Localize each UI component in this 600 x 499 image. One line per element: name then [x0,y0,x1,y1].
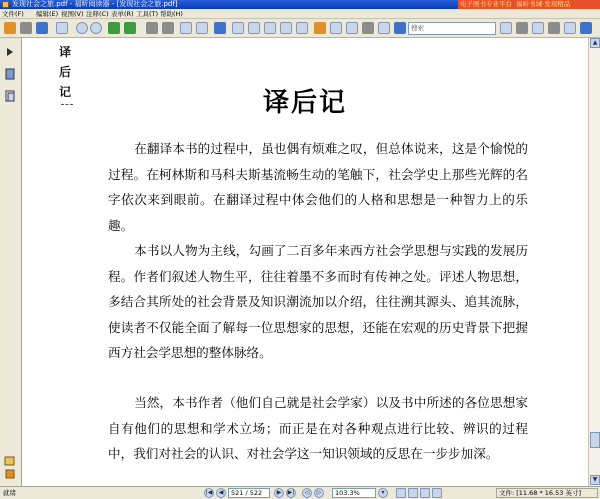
note-icon[interactable] [532,22,544,34]
rotate-icon[interactable] [280,22,292,34]
layers-panel-icon[interactable] [4,468,16,480]
search-go-icon[interactable] [500,22,512,34]
undo-icon[interactable] [180,22,192,34]
menu-bar [0,9,600,19]
app-icon [2,1,9,8]
ad-banner[interactable] [458,0,600,9]
next-page-icon[interactable] [90,22,102,34]
document-view[interactable] [22,38,588,486]
menu-file[interactable]: 文件(F) [2,10,24,18]
page-number-field[interactable]: 521 / 522 [228,488,270,498]
paragraph [108,238,528,366]
title-bar [0,0,600,9]
typewriter-icon[interactable] [564,22,576,34]
select-text-icon[interactable] [330,22,342,34]
scroll-up-icon[interactable]: ▲ [590,38,600,48]
page-heading: 译后记 [262,88,347,118]
navigation-panel [0,38,22,486]
redo-icon[interactable] [196,22,208,34]
menu-form[interactable]: 表单(R) [111,10,134,18]
print-icon[interactable] [20,22,32,34]
pages-panel-icon[interactable] [4,90,16,102]
help-icon[interactable] [580,22,592,34]
find-icon[interactable] [394,22,406,34]
fit-width-icon[interactable] [248,22,260,34]
link-icon[interactable] [548,22,560,34]
zoom-in-icon[interactable] [214,22,226,34]
actual-size-icon[interactable] [264,22,276,34]
scrollbar-thumb[interactable] [590,432,600,448]
running-head-char: 后 [58,65,71,79]
next-page-button-icon[interactable]: ▶ [274,488,284,498]
fit-page-icon[interactable] [232,22,244,34]
copy-icon[interactable] [146,22,158,34]
first-page-icon[interactable]: |◀ [205,489,213,496]
running-head-char: 记 [58,85,71,99]
toolbar [0,19,600,38]
zoom-select[interactable]: 103.3% [332,488,376,498]
menu-comment[interactable]: 注释(C) [86,10,109,18]
prev-page-icon[interactable] [76,22,88,34]
paragraph [108,136,528,238]
ad-prefix: 电子图书专业平台 [460,0,512,8]
highlight-icon[interactable] [516,22,528,34]
save-icon[interactable] [36,22,48,34]
status-bar [0,486,600,499]
scroll-down-icon[interactable]: ▼ [590,475,600,485]
back-icon[interactable] [108,22,120,34]
expand-panel-icon[interactable] [4,46,16,58]
paragraph-text: 在翻译本书的过程中，虽也偶有烦难之叹，但总体说来，这是个愉悦的过程。在柯林斯和马科夫斯基流畅生动的笔触下，社会学史上那些光辉的名字依次来到眼前。在翻译过程中体会他们的人格和思想是一种智力上的乐趣。 [108,141,528,233]
open-icon[interactable] [4,22,16,34]
email-icon[interactable] [56,22,68,34]
hand-tool-icon[interactable] [314,22,326,34]
bookmarks-panel-icon[interactable] [4,68,16,80]
page-size-readout: 文件: [11.68 * 16.53 英寸] [496,488,598,498]
paste-icon[interactable] [162,22,174,34]
paragraph-text: 本书以人物为主线，勾画了二百多年来西方社会学思想与实践的发展历程。作者们叙述人物生平，往往着墨不多而时有传神之处。评述人物思想，多结合其所处的社会背景及知识潮流加以介绍，往往溯其源头、追其流脉，使读者不仅能全面了解每一位思想家的思想，还能在宏观的历史背景下把握西方社会学思想的整体脉络。 [108,243,528,361]
menu-edit[interactable]: 编辑(E) [36,10,59,18]
attachments-panel-icon[interactable] [4,454,16,466]
window-title: 发现社会之旅.pdf - 福昕阅读器 - [发现社会之旅.pdf] [12,0,178,8]
paragraph [108,390,528,467]
bookmark-icon[interactable] [378,22,390,34]
snapshot-icon[interactable] [346,22,358,34]
go-back-icon[interactable]: ◁ [302,488,312,498]
forward-icon[interactable] [124,22,136,34]
vertical-scrollbar[interactable] [588,38,600,486]
status-text: 就绪 [3,489,16,497]
menu-tools[interactable]: 工具(T) [136,10,159,18]
go-forward-icon[interactable]: ▷ [314,488,324,498]
continuous-facing-icon[interactable] [432,488,442,498]
single-page-icon[interactable] [396,488,406,498]
zoom-dropdown-icon[interactable]: ▾ [378,488,388,498]
last-page-icon[interactable]: ▶| [287,489,295,496]
menu-help[interactable]: 帮助(H) [160,10,183,18]
search-input[interactable]: 搜索 [408,22,496,35]
running-head-char: 译 [58,45,71,59]
prev-page-button-icon[interactable]: ◀ [216,488,226,498]
annotate-icon[interactable] [362,22,374,34]
paragraph-text: 当然，本书作者（他们自己就是社会学家）以及书中所述的各位思想家自有他们的思想和学术立场；而正是在对各种观点进行比较、辨识的过程中，我们对社会的认识、对社会学这一知识领域的反思在一步步加深。 [108,395,528,462]
ad-link[interactable]: 福昕书城·发现精品 [516,0,571,8]
facing-icon[interactable] [420,488,430,498]
menu-view[interactable]: 视图(V) [61,10,84,18]
zoom-out-icon[interactable] [296,22,308,34]
continuous-icon[interactable] [408,488,418,498]
